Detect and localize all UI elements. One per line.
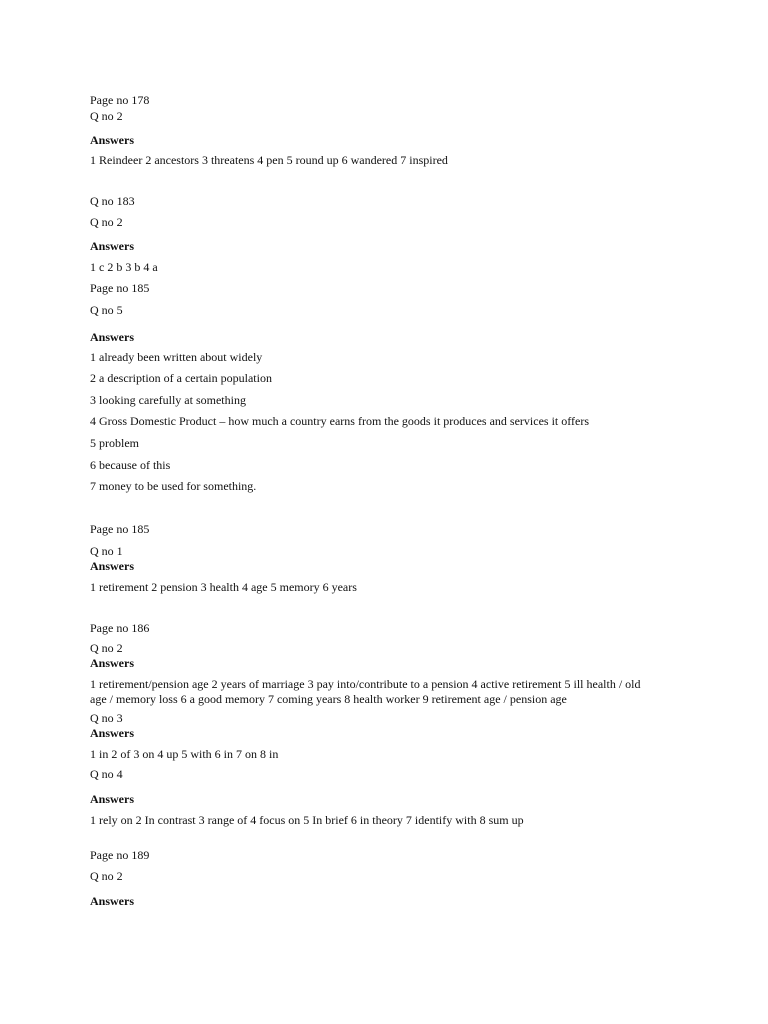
question-heading: Q no 1 [90,544,123,558]
answer-line: 4 Gross Domestic Product – how much a country earns from the goods it produces and services it offers [90,414,590,428]
answer-line: 1 in 2 of 3 on 4 up 5 with 6 in 7 on 8 in [90,747,279,761]
page-heading: Page no 185 [90,522,150,536]
answer-line: 1 Reindeer 2 ancestors 3 threatens 4 pen 5 round up 6 wandered 7 inspired [90,153,448,167]
answer-line: 3 looking carefully at something [90,393,246,407]
question-heading: Q no 183 [90,194,135,208]
answers-label: Answers [90,330,134,344]
answers-label: Answers [90,726,134,740]
answer-line: 1 retirement/pension age 2 years of marriage 3 pay into/contribute to a pension 4 active retirement 5 ill health / old [90,677,641,691]
answers-label: Answers [90,656,134,670]
question-heading: Q no 3 [90,711,123,725]
question-heading: Q no 2 [90,109,123,123]
page-heading: Page no 178 [90,93,150,107]
answers-label: Answers [90,133,134,147]
question-heading: Q no 2 [90,641,123,655]
answers-label: Answers [90,559,134,573]
answer-line: 6 because of this [90,458,171,472]
answer-line: 2 a description of a certain population [90,371,272,385]
answer-line: 1 already been written about widely [90,350,263,364]
page-heading: Page no 186 [90,621,150,635]
page-heading: Page no 189 [90,848,150,862]
answer-line: 7 money to be used for something. [90,479,257,493]
answer-line: 1 c 2 b 3 b 4 a [90,260,158,274]
question-heading: Q no 2 [90,215,123,229]
question-heading: Q no 5 [90,303,123,317]
answers-label: Answers [90,239,134,253]
page-heading: Page no 185 [90,281,150,295]
answers-label: Answers [90,792,134,806]
answer-line: 1 rely on 2 In contrast 3 range of 4 focus on 5 In brief 6 in theory 7 identify with 8 sum up [90,813,524,827]
answer-line: age / memory loss 6 a good memory 7 coming years 8 health worker 9 retirement age / pension age [90,692,567,706]
answers-label: Answers [90,894,134,908]
answer-line: 5 problem [90,436,139,450]
question-heading: Q no 4 [90,767,123,781]
answer-line: 1 retirement 2 pension 3 health 4 age 5 memory 6 years [90,580,357,594]
question-heading: Q no 2 [90,869,123,883]
